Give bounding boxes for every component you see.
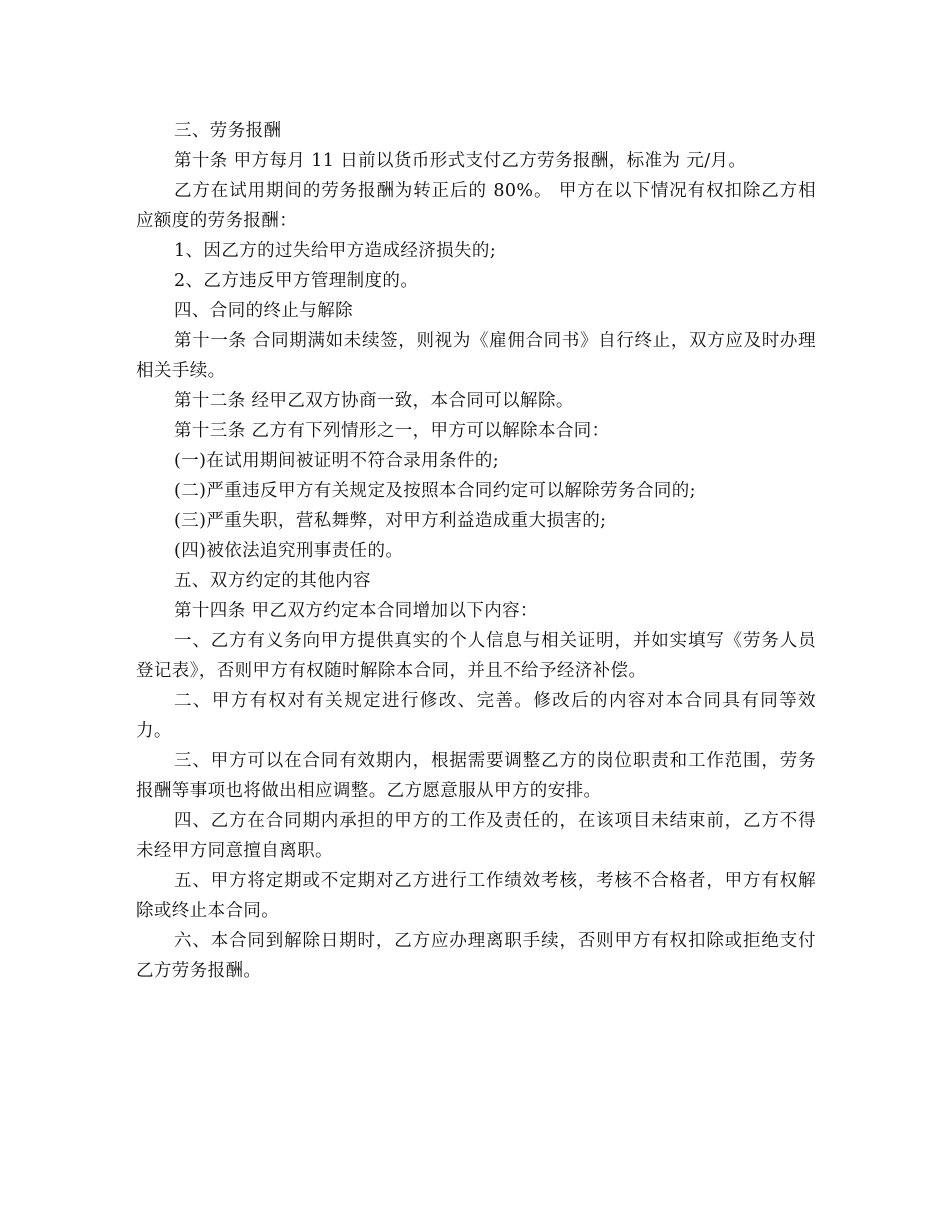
document-body bbox=[136, 116, 816, 986]
section-heading-termination: 四、合同的终止与解除 bbox=[174, 301, 353, 321]
termination-clause-4: (四)被依法追究刑事责任的。 bbox=[174, 541, 404, 561]
other-term-3: 三、甲方可以在合同有效期内，根据需要调整乙方的岗位职责和工作范围，劳务报酬等事项也将做出相应调整。乙方愿意服从甲方的安排。 bbox=[136, 751, 816, 801]
termination-clause-3: (三)严重失职，营私舞弊，对甲方利益造成重大损害的; bbox=[174, 511, 607, 531]
termination-clause-1: (一)在试用期间被证明不符合录用条件的; bbox=[174, 451, 500, 471]
other-term-1: 一、乙方有义务向甲方提供真实的个人信息与相关证明，并如实填写《劳务人员登记表》，否则甲方有权随时解除本合同，并且不给予经济补偿。 bbox=[136, 631, 816, 681]
section-heading-remuneration: 三、劳务报酬 bbox=[174, 121, 282, 141]
other-term-5: 五、甲方将定期或不定期对乙方进行工作绩效考核，考核不合格者，甲方有权解除或终止本合同。 bbox=[136, 871, 816, 921]
termination-clause-2: (二)严重违反甲方有关规定及按照本合同约定可以解除劳务合同的; bbox=[174, 481, 696, 501]
article-14: 第十四条 甲乙双方约定本合同增加以下内容： bbox=[174, 601, 538, 621]
article-12: 第十二条 经甲乙双方协商一致，本合同可以解除。 bbox=[174, 391, 574, 411]
article-10: 第十条 甲方每月 11 日前以货币形式支付乙方劳务报酬，标准为 元/月。 bbox=[174, 151, 747, 171]
section-heading-other-terms: 五、双方约定的其他内容 bbox=[174, 571, 371, 591]
other-term-4: 四、乙方在合同期内承担的甲方的工作及责任的，在该项目未结束前，乙方不得未经甲方同意擅自离职。 bbox=[136, 811, 816, 861]
deduction-item-1: 1、因乙方的过失给甲方造成经济损失的; bbox=[174, 241, 497, 261]
other-term-2: 二、甲方有权对有关规定进行修改、完善。修改后的内容对本合同具有同等效力。 bbox=[136, 691, 816, 741]
article-13: 第十三条 乙方有下列情形之一，甲方可以解除本合同： bbox=[174, 421, 610, 441]
other-term-6: 六、本合同到解除日期时，乙方应办理离职手续，否则甲方有权扣除或拒绝支付乙方劳务报酬。 bbox=[136, 931, 816, 981]
deduction-item-2: 2、乙方违反甲方管理制度的。 bbox=[174, 271, 419, 291]
article-11: 第十一条 合同期满如未续签，则视为《雇佣合同书》自行终止，双方应及时办理相关手续。 bbox=[136, 331, 816, 381]
probation-remuneration-paragraph: 乙方在试用期间的劳务报酬为转正后的 80%。 甲方在以下情况有权扣除乙方相应额度的劳务报酬： bbox=[136, 181, 816, 231]
